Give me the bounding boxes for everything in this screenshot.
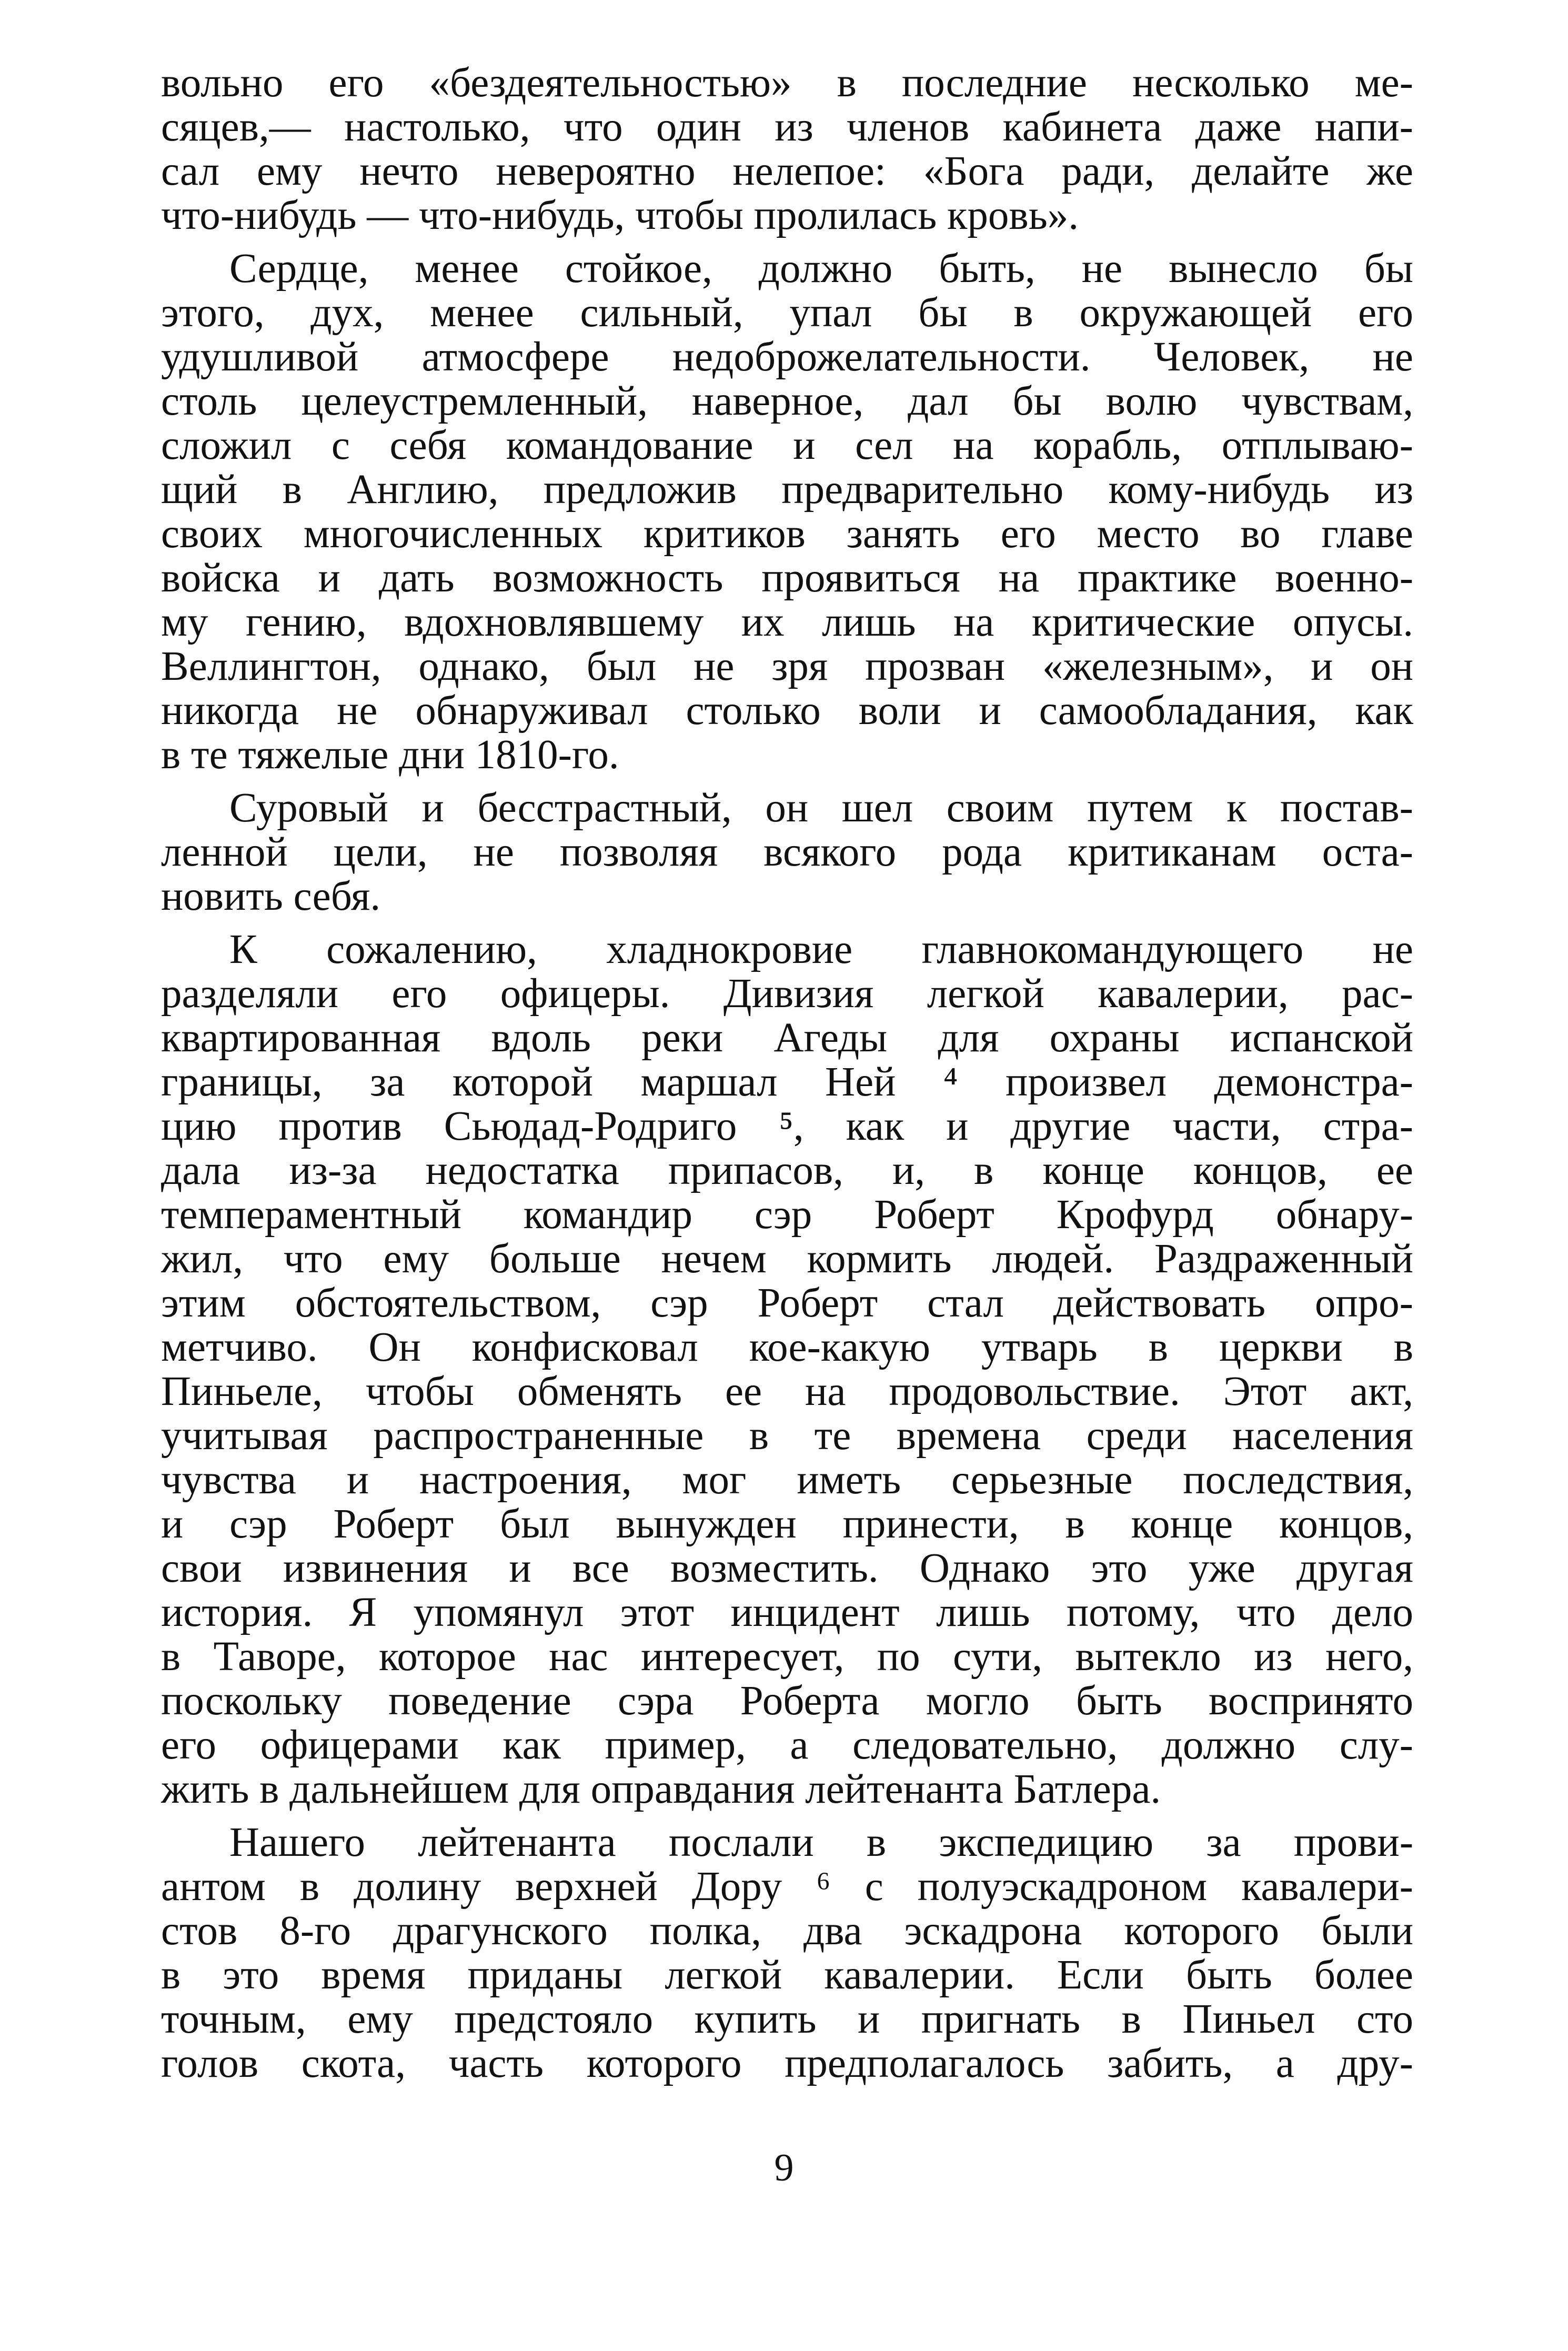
text-line: голов скота, часть которого предполагалось забить, а дру- — [161, 2041, 1413, 2086]
text-line: сяцев,— настолько, что один из членов кабинета даже напи- — [161, 104, 1413, 150]
text-line: вольно его «бездеятельностью» в последние несколько ме- — [161, 60, 1413, 106]
paragraph-first-line: Сердце, менее стойкое, должно быть, не вынесло бы — [229, 246, 1413, 292]
text-line: границы, за которой маршал Ней ⁴ произвел демонстра- — [161, 1059, 1413, 1105]
text-line: новить себя. — [161, 873, 381, 919]
paragraph-first-line: Нашего лейтенанта послали в экспедицию за прови- — [229, 1820, 1413, 1865]
text-line: столь целеустремленный, наверное, дал бы волю чувствам, — [161, 378, 1413, 424]
text-line: в те тяжелые дни 1810-го. — [161, 732, 619, 778]
page-number: 9 — [774, 2146, 794, 2189]
text-line: ленной цели, не позволяя всякого рода критиканам оста- — [161, 829, 1413, 875]
paragraph-first-line: К сожалению, хладнокровие главнокомандующего не — [229, 927, 1413, 972]
text-line: войска и дать возможность проявиться на практике военно- — [161, 555, 1413, 601]
text-line: своих многочисленных критиков занять его место во главе — [161, 511, 1413, 557]
text-line: учитывая распространенные в те времена среди населения — [161, 1413, 1413, 1459]
text-line: жить в дальнейшем для оправдания лейтенанта Батлера. — [161, 1766, 1161, 1812]
text-line: удушливой атмосфере недоброжелательности. Человек, не — [161, 334, 1413, 380]
text-line: в это время приданы легкой кавалерии. Если быть более — [161, 1952, 1413, 1998]
text-line: сал ему нечто невероятно нелепое: «Бога ради, делайте же — [161, 148, 1413, 194]
text-line: Пиньеле, чтобы обменять ее на продовольствие. Этот акт, — [161, 1369, 1413, 1414]
text-line: свои извинения и все возместить. Однако это уже другая — [161, 1545, 1413, 1591]
text-line: квартированная вдоль реки Агеды для охраны испанской — [161, 1015, 1413, 1061]
text-line: в Таворе, которое нас интересует, по сути, вытекло из него, — [161, 1634, 1413, 1680]
text-line: чувства и настроения, мог иметь серьезные последствия, — [161, 1457, 1413, 1503]
text-line: темпераментный командир сэр Роберт Крофурд обнару- — [161, 1192, 1413, 1238]
text-line: этим обстоятельством, сэр Роберт стал действовать опро- — [161, 1280, 1413, 1326]
text-line: метчиво. Он конфисковал кое-какую утварь в церкви в — [161, 1324, 1413, 1370]
text-line: разделяли его офицеры. Дивизия легкой кавалерии, рас- — [161, 971, 1413, 1017]
text-line: щий в Англию, предложив предварительно кому-нибудь из — [161, 467, 1413, 513]
text-line: цию против Сьюдад-Родриго ⁵, как и другие части, стра- — [161, 1103, 1413, 1149]
text-line: никогда не обнаруживал столько воли и самообладания, как — [161, 688, 1413, 734]
text-line: поскольку поведение сэра Роберта могло быть воспринято — [161, 1678, 1413, 1724]
text-line: этого, дух, менее сильный, упал бы в окружающей его — [161, 290, 1413, 336]
text-line: история. Я упомянул этот инцидент лишь потому, что дело — [161, 1590, 1413, 1635]
text-line: жил, что ему больше нечем кормить людей. Раздраженный — [161, 1236, 1413, 1282]
text-line: и сэр Роберт был вынужден принести, в конце концов, — [161, 1501, 1413, 1547]
paragraph-first-line: Суровый и бесстрастный, он шел своим путем к постав- — [229, 785, 1413, 831]
text-line: дала из-за недостатка припасов, и, в конце концов, ее — [161, 1148, 1413, 1193]
text-line: его офицерами как пример, а следовательно, должно слу- — [161, 1722, 1413, 1768]
text-line: сложил с себя командование и сел на корабль, отплываю- — [161, 423, 1413, 468]
text-line: Веллингтон, однако, был не зря прозван «железным», и он — [161, 644, 1413, 689]
text-line: му гению, вдохновлявшему их лишь на критические опусы. — [161, 599, 1413, 645]
text-line: стов 8-го драгунского полка, два эскадрона которого были — [161, 1908, 1413, 1954]
text-line: что-нибудь — что-нибудь, чтобы пролилась кровь». — [161, 193, 1079, 238]
text-line: точным, ему предстояло купить и пригнать в Пиньел сто — [161, 1996, 1413, 2042]
text-line: антом в долину верхней Дору ⁶ с полуэскадроном кавалери- — [161, 1864, 1413, 1910]
